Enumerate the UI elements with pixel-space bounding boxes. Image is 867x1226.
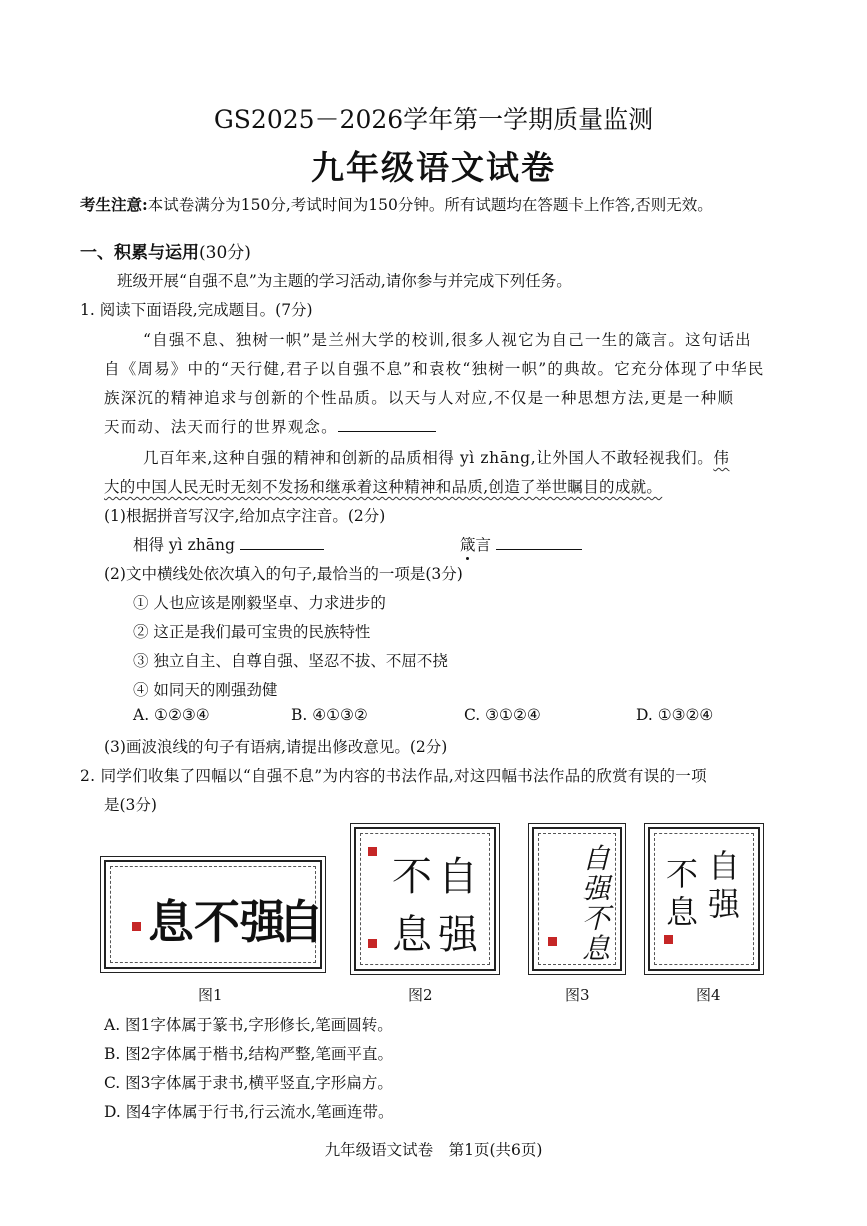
calligraphy-char: 强 xyxy=(582,872,611,905)
section-heading xyxy=(80,238,251,263)
q2-option-a: A. 图1字体属于篆书,字形修长,笔画圆转。 xyxy=(104,1016,393,1034)
q1-sub2-item: ① 人也应该是刚毅坚卓、力求进步的 xyxy=(133,594,386,612)
calligraphy-char: 息 xyxy=(148,895,194,949)
q1-option-b: B. ④①③② xyxy=(291,706,368,724)
calligraphy-char: 强 xyxy=(240,895,286,949)
q1-sub1: (1)根据拼音写汉字,给加点字注音。(2分) xyxy=(104,507,386,525)
calligraphy-char: 自 xyxy=(708,847,741,885)
q1-sub3: (3)画波浪线的句子有语病,请提出修改意见。(2分) xyxy=(104,738,448,756)
q2-stem-line2: 是(3分) xyxy=(104,796,157,814)
figure-caption-3: 图3 xyxy=(565,986,590,1004)
q1-sub1-item2 xyxy=(460,533,582,555)
figure-caption-2: 图2 xyxy=(408,986,433,1004)
calligraphy-char: 息 xyxy=(582,932,611,965)
calligraphy-char: 息 xyxy=(666,893,699,931)
q1-wavy-sentence: 大的中国人民无时无刻不发扬和继承着这种精神和品质,创造了举世瞩目的成就。 xyxy=(104,478,663,496)
calligraphy-char: 自 xyxy=(582,842,611,875)
calligraphy-char: 不 xyxy=(194,895,240,949)
seal-stamp xyxy=(664,935,673,944)
q1-sub2: (2)文中横线处依次填入的句子,最恰当的一项是(3分) xyxy=(104,565,463,583)
q1-sub1-item2-rest: 言 xyxy=(475,536,492,554)
q1-option-d: D. ①③②④ xyxy=(636,706,714,724)
calligraphy-char: 自 xyxy=(278,895,324,949)
q1-para2-line1 xyxy=(143,446,729,468)
calligraphy-figure-3 xyxy=(532,827,622,971)
calligraphy-figure-2 xyxy=(354,827,496,971)
q1-para1-line4-text: 天而动、法天而行的世界观念。 xyxy=(104,418,338,436)
exam-notice xyxy=(80,193,713,215)
exam-title-line1: GS2025－2026学年第一学期质量监测 xyxy=(213,105,654,134)
calligraphy-figure-1 xyxy=(104,860,322,969)
q2-option-c: C. 图3字体属于隶书,横平竖直,字形扁方。 xyxy=(104,1074,393,1092)
inscription-column xyxy=(116,876,125,885)
q1-para2-line2 xyxy=(104,475,662,497)
seal-stamp xyxy=(132,922,141,931)
q1-sub2-item: ④ 如同天的刚强劲健 xyxy=(133,681,278,699)
q1-sub2-item: ② 这正是我们最可宝贵的民族特性 xyxy=(133,623,371,641)
calligraphy-char: 不 xyxy=(582,902,611,935)
page-footer: 九年级语文试卷 第1页(共6页) xyxy=(324,1141,543,1159)
q1-para1-line3: 族深沉的精神追求与创新的个性品质。以天与人对应,不仅是一种思想方法,更是一种顺 xyxy=(104,389,735,407)
calligraphy-char: 强 xyxy=(708,885,741,923)
section-score: (30分) xyxy=(199,243,251,263)
q2-stem-line1: 2. 同学们收集了四幅以“自强不息”为内容的书法作品,对这四幅书法作品的欣赏有误的一项 xyxy=(80,767,707,785)
q1-wavy-start: 伟 xyxy=(713,449,730,467)
q1-para1-line1: “自强不息、独树一帜”是兰州大学的校训,很多人视它为自己一生的箴言。这句话出 xyxy=(143,331,752,349)
q1-option-a: A. ①②③④ xyxy=(133,706,210,724)
q2-option-b: B. 图2字体属于楷书,结构严整,笔画平直。 xyxy=(104,1045,393,1063)
q1-para1-line4 xyxy=(104,415,436,437)
calligraphy-char: 不 xyxy=(392,854,432,900)
q1-para1-line2: 自《周易》中的“天行健,君子以自强不息”和袁枚“独树一帜”的典故。它充分体现了中华民 xyxy=(104,360,765,378)
q1-sub2-item: ③ 独立自主、自尊自强、坚忍不拔、不屈不挠 xyxy=(133,652,448,670)
dotted-char: 箴 xyxy=(460,536,476,554)
q1-stem: 1. 阅读下面语段,完成题目。(7分) xyxy=(80,301,313,319)
fill-blank-line xyxy=(338,417,436,432)
calligraphy-char: 息 xyxy=(392,912,432,958)
section-intro: 班级开展“自强不息”为主题的学习活动,请你参与并完成下列任务。 xyxy=(117,272,572,290)
notice-text: 本试卷满分为150分,考试时间为150分钟。所有试题均在答题卡上作答,否则无效。 xyxy=(147,196,713,214)
figure-caption-1: 图1 xyxy=(198,986,223,1004)
q1-sub1-item1 xyxy=(133,533,324,555)
answer-blank xyxy=(240,535,324,550)
calligraphy-char: 强 xyxy=(438,912,478,958)
section-title: 一、积累与运用 xyxy=(80,243,199,263)
calligraphy-char: 自 xyxy=(438,854,478,900)
answer-blank xyxy=(496,535,582,550)
q1-option-c: C. ③①②④ xyxy=(464,706,541,724)
seal-stamp xyxy=(368,939,377,948)
seal-stamp xyxy=(368,847,377,856)
calligraphy-figure-4 xyxy=(648,827,760,971)
figure-caption-4: 图4 xyxy=(696,986,721,1004)
notice-label: 考生注意: xyxy=(80,195,148,214)
q1-para2-text: 几百年来,这种自强的精神和创新的品质相得 yì zhāng,让外国人不敢轻视我们。 xyxy=(143,449,714,467)
exam-title-line2: 九年级语文试卷 xyxy=(311,148,556,187)
q1-sub1-item1-label: 相得 yì zhāng xyxy=(133,536,235,554)
seal-stamp xyxy=(548,937,557,946)
q2-option-d: D. 图4字体属于行书,行云流水,笔画连带。 xyxy=(104,1103,394,1121)
calligraphy-char: 不 xyxy=(666,855,699,893)
